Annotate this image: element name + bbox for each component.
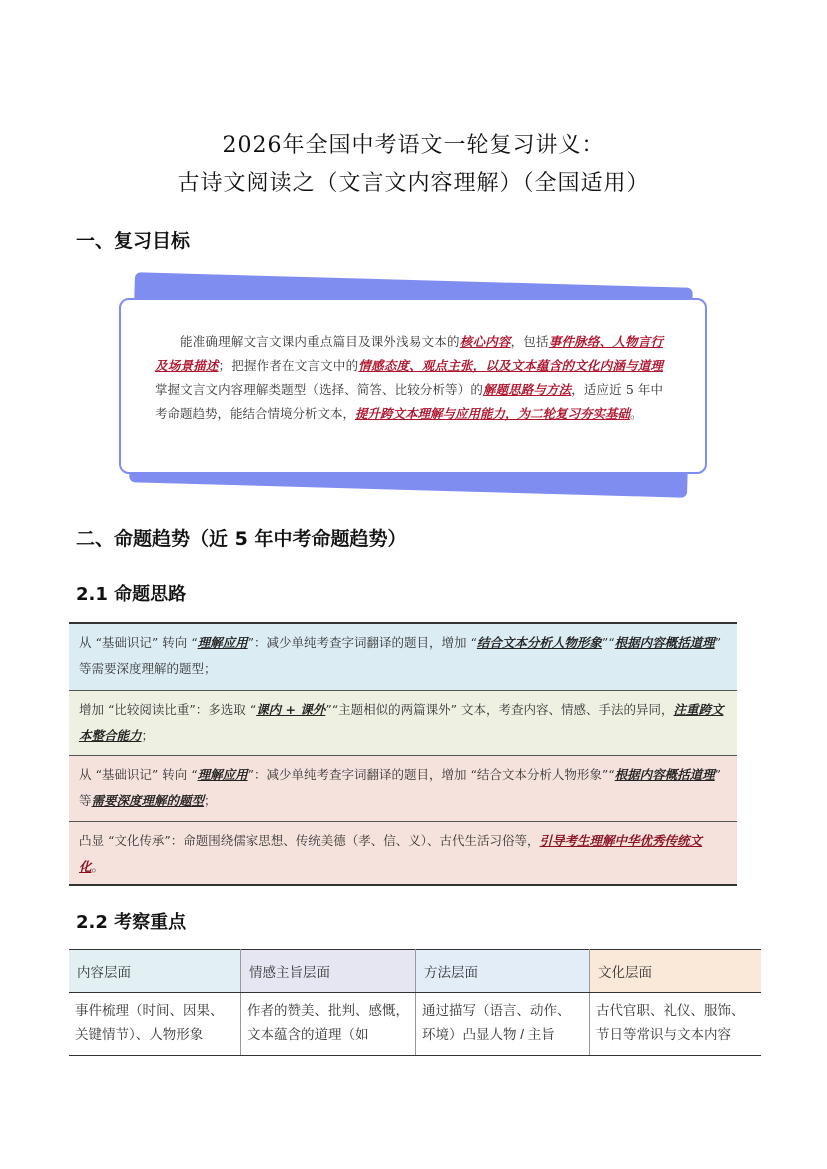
- table-cell: 古代官职、礼仪、服饰、节日等常识与文本内容: [590, 993, 762, 1056]
- trend-keyword: 引导考生理解中华优秀传统文化: [79, 833, 703, 874]
- trend-text: ” 等需要深度理解的题型；: [79, 635, 722, 676]
- trend-keyword: 根据内容概括道理: [614, 767, 715, 782]
- trend-keyword: 理解应用: [197, 767, 248, 782]
- subsection-heading-approach: 2.1 命题思路: [76, 584, 187, 605]
- table-row: [69, 993, 761, 1056]
- trend-list: [69, 622, 737, 886]
- subsection-heading-focus: 2.2 考察重点: [76, 912, 187, 933]
- goal-text: ；把握作者在文言文中的: [218, 358, 359, 373]
- goal-text: 能准确理解文言文课内重点篇目及课外浅易文本的: [180, 334, 460, 349]
- table-cell: 通过描写（语言、动作、环境）凸显人物 / 主旨: [416, 993, 590, 1056]
- trend-row: [69, 624, 737, 691]
- goal-text: ，适应近 5 年中考命题趋势，能结合情境分析文本，: [155, 382, 663, 421]
- trend-text: 从 “基础识记” 转向 “: [79, 767, 198, 782]
- goal-keyword: 解题思路与方法: [482, 382, 572, 397]
- trend-keyword: 结合文本分析人物形象: [476, 635, 602, 650]
- goal-text: ，包括: [510, 334, 549, 349]
- trend-text: ”“: [601, 635, 615, 650]
- trend-text: 凸显 “文化传承”：命题围绕儒家思想、传统美德（孝、信、义）、古代生活习俗等，: [79, 833, 540, 848]
- goal-text: 掌握文言文内容理解类题型（选择、简答、比较分析等）的: [155, 382, 483, 397]
- section-heading-review-goals: 一、复习目标: [76, 230, 191, 252]
- trend-row: [69, 822, 737, 884]
- trend-text: ；: [204, 793, 217, 808]
- trend-keyword: 课内 + 课外: [256, 702, 326, 717]
- trend-keyword: 根据内容概括道理: [614, 635, 715, 650]
- trend-keyword: 理解应用: [197, 635, 248, 650]
- trend-keyword: 需要深度理解的题型: [91, 793, 205, 808]
- trend-text: ”：减少单纯考查字词翻译的题目，增加 “结合文本分析人物形象”“: [247, 767, 615, 782]
- column-header-content: 内容层面: [69, 950, 241, 993]
- goal-keyword: 核心内容: [459, 334, 511, 349]
- goal-keyword: 提升跨文本理解与应用能力，为二轮复习夯实基础: [355, 406, 631, 421]
- column-header-emotion: 情感主旨层面: [241, 950, 416, 993]
- trend-text: ” 等: [79, 767, 722, 808]
- document-title-line2: 古诗文阅读之（文言文内容理解）（全国适用）: [177, 171, 650, 196]
- document-title-line1: 2026年全国中考语文一轮复习讲义：: [222, 133, 605, 158]
- goal-text: 。: [630, 406, 643, 421]
- column-header-method: 方法层面: [416, 950, 590, 993]
- goal-keyword: 情感态度、观点主张，以及文本蕴含的文化内涵与道理: [358, 358, 663, 373]
- trend-row: [69, 691, 737, 756]
- goal-keyword: 事件脉络、人物言行及场景描述: [155, 334, 663, 373]
- trend-text: 从 “基础识记” 转向 “: [79, 635, 198, 650]
- trend-text: 。: [91, 859, 105, 874]
- trend-text: ；: [141, 728, 155, 743]
- trend-text: ”“主题相似的两篇课外” 文本，考查内容、情感、手法的异同，: [325, 702, 674, 717]
- trend-text: 增加 “比较阅读比重”：多选取 “: [79, 702, 257, 717]
- column-header-culture: 文化层面: [590, 950, 762, 993]
- trend-text: ”：减少单纯考查字词翻译的题目，增加 “: [247, 635, 477, 650]
- trend-row: [69, 756, 737, 822]
- table-cell: 事件梳理（时间、因果、关键情节）、人物形象: [69, 993, 241, 1056]
- focus-table: [69, 949, 761, 1056]
- section-heading-trends: 二、命题趋势（近 5 年中考命题趋势）: [76, 528, 407, 550]
- goal-paragraph: [155, 330, 663, 426]
- goal-box: [119, 298, 707, 474]
- table-cell: 作者的赞美、批判、感慨，文本蕴含的道理（如: [241, 993, 416, 1056]
- table-header-row: [69, 950, 761, 993]
- trend-keyword: 注重跨文本整合能力: [79, 702, 724, 743]
